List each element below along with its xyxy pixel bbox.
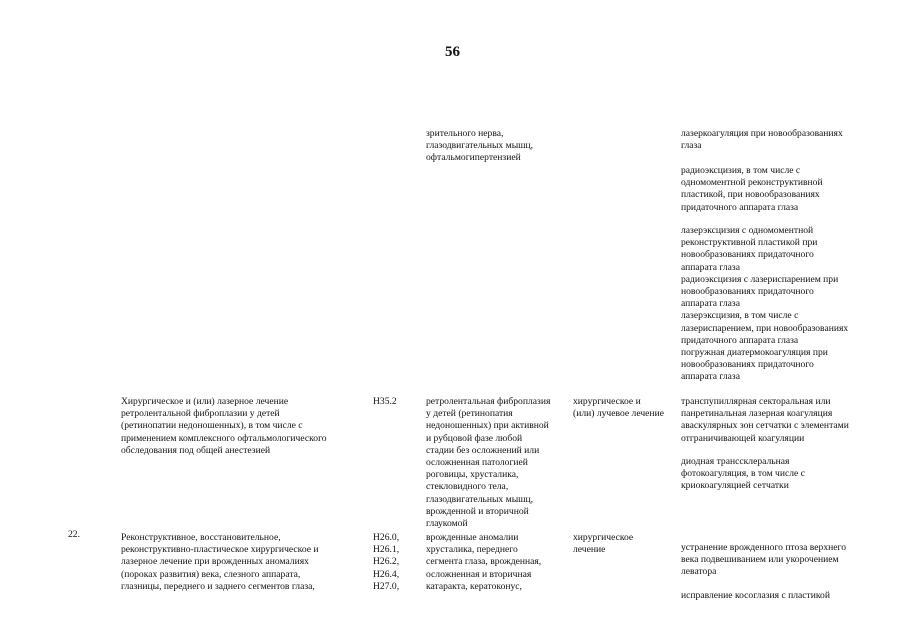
text-line: радиоэксцизия, в том числе с — [681, 165, 801, 176]
text-line: погружная диатермокоагуляция при — [681, 347, 828, 359]
text-line: придаточного аппарата глаза — [681, 201, 799, 213]
text-line: (ретинопатии недоношенных), в том числе с — [121, 420, 303, 432]
text-line: роговицы, хрусталика, — [426, 469, 519, 481]
text-line: криокоагуляцией сетчатки — [681, 480, 789, 492]
text-line: глазницы, переднего и заднего сегментов глаза, — [121, 580, 315, 592]
text-line: глаза — [681, 140, 702, 152]
continuation-method-3 — [681, 225, 848, 384]
text-line: панретинальная лазерная коагуляция — [681, 408, 833, 420]
text-line: лазерэксцизия, в том числе с — [681, 310, 799, 322]
retinopathy-name — [121, 396, 327, 457]
text-line: аппарата глаза — [681, 371, 740, 383]
text-line: применением комплексного офтальмологического — [121, 432, 327, 444]
continuation-method-2 — [681, 165, 823, 214]
text-line: новообразованиях придаточного — [681, 249, 814, 261]
text-line: аппарата глаза — [681, 261, 740, 273]
text-line: Реконструктивное, восстановительное, — [121, 532, 281, 543]
text-line: стадии без осложнений или — [426, 444, 540, 456]
text-line: века подвешиванием или укорочением — [681, 554, 839, 566]
text-line: и рубцовой фазе любой — [426, 432, 523, 444]
text-line: ретролентальная фиброплазия — [426, 396, 551, 407]
text-line: лазеркоагуляция при новообразованиях — [681, 128, 843, 139]
text-line: реконструктивно-пластическое хирургическое и — [121, 544, 319, 556]
row-22-treatment — [573, 532, 633, 556]
text-line: H26.1, — [373, 544, 400, 556]
text-line: H27.0, — [373, 580, 400, 592]
text-line: осложненная патологией — [426, 457, 528, 469]
retinopathy-method-1 — [681, 396, 849, 445]
text-line: леватора — [681, 566, 717, 578]
text-line: глазодвигательных мышц, — [426, 140, 534, 152]
text-line: H26.0, — [373, 532, 400, 543]
text-line: транспупиллярная секторальная или — [681, 396, 831, 407]
text-line: хирургическое — [573, 532, 634, 543]
row-22-method-2 — [681, 590, 830, 602]
text-line: глазодвигательных мышц, — [426, 493, 534, 505]
retinopathy-treatment — [573, 396, 664, 420]
text-line: обследования под общей анестезией — [121, 444, 271, 456]
row-number: 22. — [68, 529, 80, 540]
text-line: стекловидного тела, — [426, 481, 509, 493]
text-line: радиоэксцизия с лазериспарением при — [681, 273, 839, 285]
text-line: глаукомой — [426, 518, 468, 530]
retinopathy-diagnosis — [426, 396, 550, 530]
continuation-method-1 — [681, 128, 843, 152]
text-line: осложненная и вторичная — [426, 568, 532, 580]
text-line: врожденные аномалии — [426, 532, 519, 543]
text-line: сегмента глаза, врожденная, — [426, 556, 542, 568]
text-line: устранение врожденного птоза верхнего — [681, 542, 846, 553]
text-line: (пороках развития) века, слезного аппарата, — [121, 568, 301, 580]
text-line: врожденной и вторичной — [426, 505, 529, 517]
row-22-diagnosis — [426, 532, 541, 593]
text-line: Хирургическое и (или) лазерное лечение — [121, 396, 289, 407]
text-line: новообразованиях придаточного — [681, 286, 814, 298]
text-line: H35.2 — [373, 396, 397, 407]
text-line: лазерное лечение при врожденных аномалиях — [121, 556, 309, 568]
text-line: ретролентальной фиброплазии у детей — [121, 408, 280, 420]
text-line: у детей (ретинопатия — [426, 408, 513, 420]
text-line: аваскулярных зон сетчатки с элементами — [681, 420, 849, 432]
text-line: хрусталика, переднего — [426, 544, 518, 556]
text-line: хирургическое и — [573, 396, 641, 407]
text-line: H26.4, — [373, 568, 400, 580]
text-line: новообразованиях придаточного — [681, 359, 814, 371]
text-line: (или) лучевое лечение — [573, 408, 664, 420]
text-line: лечение — [573, 544, 606, 556]
text-line: недоношенных) при активной — [426, 420, 549, 432]
text-line: пластикой, при новообразованиях — [681, 189, 820, 201]
row-22-number — [68, 529, 80, 541]
retinopathy-codes — [373, 396, 397, 408]
text-line: лазерэксцизия с одномоментной — [681, 225, 814, 236]
text-line: исправление косоглазия с пластикой — [681, 590, 830, 601]
text-line: лазериспарением, при новообразованиях — [681, 322, 849, 334]
row-22-method-1 — [681, 542, 846, 579]
text-line: диодная транссклеральная — [681, 456, 790, 467]
row-22-name — [121, 532, 319, 593]
text-line: фотокоагуляция, в том числе с — [681, 468, 805, 480]
page-number: 56 — [445, 44, 460, 60]
continuation-diagnosis — [426, 128, 533, 165]
text-line: аппарата глаза — [681, 298, 740, 310]
text-line: катаракта, кератоконус, — [426, 580, 522, 592]
text-line: отграничивающей коагуляции — [681, 432, 805, 444]
retinopathy-method-2 — [681, 456, 805, 493]
text-line: придаточного аппарата глаза — [681, 334, 799, 346]
text-line: офтальмогипертензией — [426, 152, 521, 164]
text-line: H26.2, — [373, 556, 400, 568]
text-line: одномоментной реконструктивной — [681, 177, 823, 189]
row-22-codes — [373, 532, 399, 593]
text-line: реконструктивной пластикой при — [681, 237, 818, 249]
text-line: зрительного нерва, — [426, 128, 504, 139]
